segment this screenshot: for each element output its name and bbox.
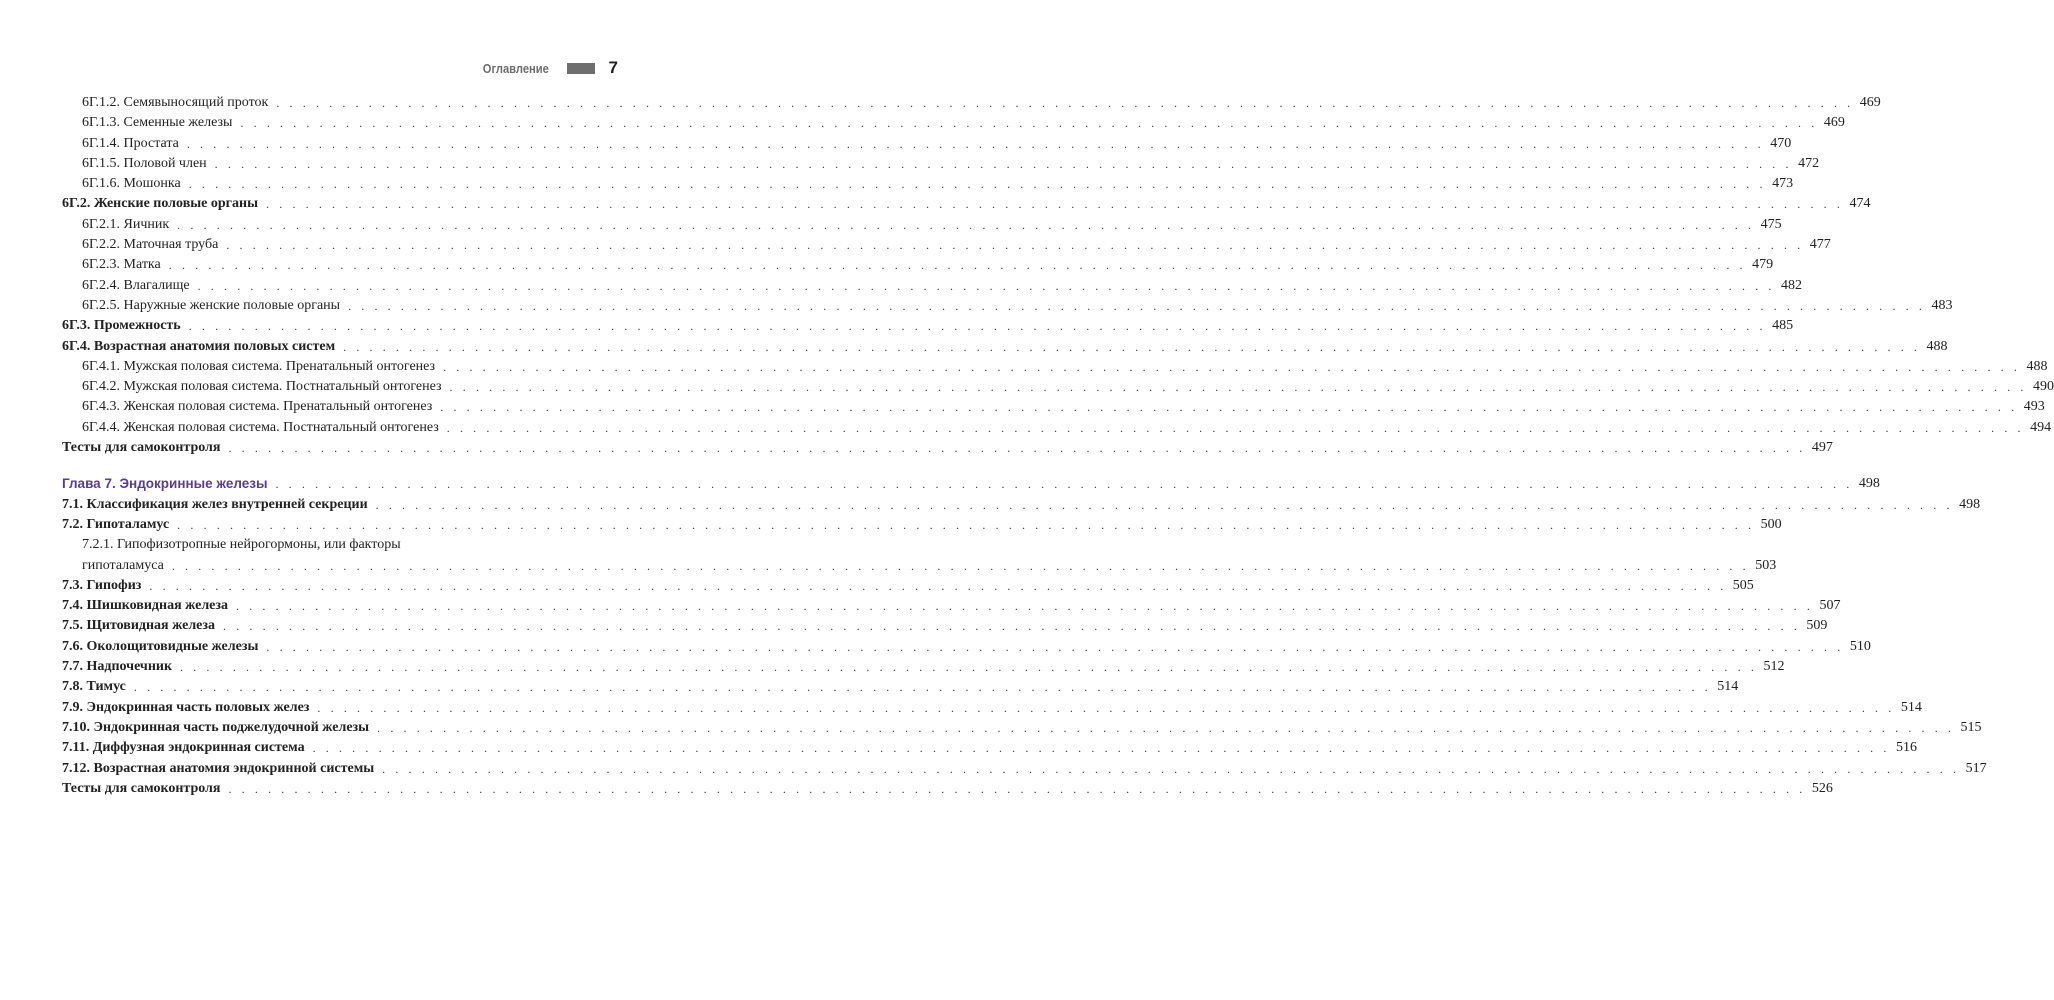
- dot-leader: . . . . . . . . . . . . . . . . . . . . . . . . . . . . . . . . . . . . . . . . . . . . . . . . . . . . . . . . . . . . . . . . . . . . . . . . . . . . . . . . . . . . . . . . . . . . . . . . . . . . . . . . . . . . . . . . . . . . . . . .: [171, 558, 1750, 573]
- entry-page: 490: [2032, 379, 2054, 395]
- toc-entry: [62, 93, 1881, 113]
- dot-leader: . . . . . . . . . . . . . . . . . . . . . . . . . . . . . . . . . . . . . . . . . . . . . . . . . . . . . . . . . . . . . . . . . . . . . . . . . . . . . . . . . . . . . . . . . . . . . . . . . . . . . . . . . . . . . . . . . . . . . . . .: [236, 599, 1814, 614]
- toc-entry: [62, 759, 1987, 779]
- dot-leader: . . . . . . . . . . . . . . . . . . . . . . . . . . . . . . . . . . . . . . . . . . . . . . . . . . . . . . . . . . . . . . . . . . . . . . . . . . . . . . . . . . . . . . . . . . . . . . . . . . . . . . . . . . . . . . . . . . . . . . . .: [228, 781, 1806, 796]
- entry-title: 7.9. Эндокринная часть половых желез: [62, 699, 310, 715]
- dot-leader: . . . . . . . . . . . . . . . . . . . . . . . . . . . . . . . . . . . . . . . . . . . . . . . . . . . . . . . . . . . . . . . . . . . . . . . . . . . . . . . . . . . . . . . . . . . . . . . . . . . . . . . . . . . . . . . . . . . . . . . .: [440, 400, 2018, 415]
- toc-entry: [62, 134, 1792, 154]
- entry-page: 505: [1732, 577, 1754, 593]
- entry-title: 6Г.4.2. Мужская половая система. Постнатальный онтогенез: [82, 379, 442, 395]
- toc-entry: [62, 377, 2054, 397]
- dot-leader: . . . . . . . . . . . . . . . . . . . . . . . . . . . . . . . . . . . . . . . . . . . . . . . . . . . . . . . . . . . . . . . . . . . . . . . . . . . . . . . . . . . . . . . . . . . . . . . . . . . . . . . . . . . . . . . . . . . . . . . .: [446, 420, 2025, 435]
- dot-leader: . . . . . . . . . . . . . . . . . . . . . . . . . . . . . . . . . . . . . . . . . . . . . . . . . . . . . . . . . . . . . . . . . . . . . . . . . . . . . . . . . . . . . . . . . . . . . . . . . . . . . . . . . . . . . . . . . . . . . . . .: [133, 680, 1712, 695]
- dot-leader: . . . . . . . . . . . . . . . . . . . . . . . . . . . . . . . . . . . . . . . . . . . . . . . . . . . . . . . . . . . . . . . . . . . . . . . . . . . . . . . . . . . . . . . . . . . . . . . . . . . . . . . . . . . . . . . . . . . . . . . .: [377, 720, 1955, 735]
- dot-leader: . . . . . . . . . . . . . . . . . . . . . . . . . . . . . . . . . . . . . . . . . . . . . . . . . . . . . . . . . . . . . . . . . . . . . . . . . . . . . . . . . . . . . . . . . . . . . . . . . . . . . . . . . . . . . . . . . . . . . . . .: [177, 217, 1755, 232]
- entry-page: 503: [1755, 557, 1777, 573]
- dot-leader: . . . . . . . . . . . . . . . . . . . . . . . . . . . . . . . . . . . . . . . . . . . . . . . . . . . . . . . . . . . . . . . . . . . . . . . . . . . . . . . . . . . . . . . . . . . . . . . . . . . . . . . . . . . . . . . . . . . . . . . .: [223, 619, 1801, 634]
- entry-title: 6Г.2.4. Влагалище: [82, 277, 190, 293]
- toc-entry: [62, 718, 1982, 738]
- dot-leader: . . . . . . . . . . . . . . . . . . . . . . . . . . . . . . . . . . . . . . . . . . . . . . . . . . . . . . . . . . . . . . . . . . . . . . . . . . . . . . . . . . . . . . . . . . . . . . . . . . . . . . . . . . . . . . . . . . . . . . . .: [266, 639, 1844, 654]
- running-header: [472, 58, 618, 78]
- entry-page: 500: [1760, 516, 1782, 532]
- entry-title: 6Г.4.1. Мужская половая система. Пренатальный онтогенез: [82, 358, 436, 374]
- toc-entry: [62, 397, 2045, 417]
- toc-entry: [62, 337, 1948, 357]
- entry-title: 6Г.3. Промежность: [62, 318, 181, 334]
- entry-page: 488: [2026, 358, 2048, 374]
- entry-title: 7.6. Околощитовидные железы: [62, 638, 259, 654]
- entry-title: 6Г.1.2. Семявыносящий проток: [82, 95, 269, 110]
- entry-page: 514: [1717, 679, 1739, 695]
- dot-leader: . . . . . . . . . . . . . . . . . . . . . . . . . . . . . . . . . . . . . . . . . . . . . . . . . . . . . . . . . . . . . . . . . . . . . . . . . . . . . . . . . . . . . . . . . . . . . . . . . . . . . . . . . . . . . . . . . . . . . . . .: [348, 298, 1926, 313]
- entry-title-continued: гипоталамуса: [82, 557, 164, 573]
- entry-page: 507: [1819, 598, 1841, 614]
- entry-title: 6Г.1.5. Половой член: [82, 155, 207, 171]
- toc-entry: [62, 255, 1774, 275]
- entry-title: Тесты для самоконтроля: [62, 780, 221, 796]
- entry-page: 498: [1858, 476, 1880, 492]
- dot-leader: . . . . . . . . . . . . . . . . . . . . . . . . . . . . . . . . . . . . . . . . . . . . . . . . . . . . . . . . . . . . . . . . . . . . . . . . . . . . . . . . . . . . . . . . . . . . . . . . . . . . . . . . . . . . . . . . . . . . . . . .: [317, 700, 1895, 715]
- entry-page: 488: [1926, 338, 1948, 354]
- entry-page: 483: [1931, 297, 1953, 313]
- entry-title: 7.2. Гипоталамус: [62, 516, 170, 532]
- toc-entry: [62, 276, 1803, 296]
- dot-leader: . . . . . . . . . . . . . . . . . . . . . . . . . . . . . . . . . . . . . . . . . . . . . . . . . . . . . . . . . . . . . . . . . . . . . . . . . . . . . . . . . . . . . . . . . . . . . . . . . . . . . . . . . . . . . . . . . . . . . . . .: [228, 441, 1806, 456]
- section-title: Оглавление: [482, 60, 549, 76]
- entry-title: 7.8. Тимус: [62, 679, 126, 695]
- toc-entry: [62, 576, 1754, 596]
- dot-leader: . . . . . . . . . . . . . . . . . . . . . . . . . . . . . . . . . . . . . . . . . . . . . . . . . . . . . . . . . . . . . . . . . . . . . . . . . . . . . . . . . . . . . . . . . . . . . . . . . . . . . . . . . . . . . . . . . . . . . . . .: [312, 741, 1890, 756]
- dot-leader: . . . . . . . . . . . . . . . . . . . . . . . . . . . . . . . . . . . . . . . . . . . . . . . . . . . . . . . . . . . . . . . . . . . . . . . . . . . . . . . . . . . . . . . . . . . . . . . . . . . . . . . . . . . . . . . . . . . . . . . .: [226, 238, 1804, 253]
- entry-title: 6Г.1.4. Простата: [82, 135, 179, 151]
- entry-page: 516: [1895, 740, 1917, 756]
- entry-title: 6Г.2.1. Яичник: [82, 216, 170, 232]
- toc-entry: [62, 637, 1871, 657]
- toc-entry: [62, 596, 1841, 616]
- toc-entry: [62, 316, 1794, 336]
- entry-title: Глава 7. Эндокринные железы: [62, 476, 268, 492]
- entry-title: 7.3. Гипофиз: [62, 577, 142, 593]
- entry-title: 7.7. Надпочечник: [62, 659, 173, 675]
- entry-title: 7.4. Шишковидная железа: [62, 598, 229, 614]
- chapter-entry: [62, 474, 1880, 494]
- toc-entry: [62, 657, 1785, 677]
- entry-page: 526: [1811, 780, 1833, 796]
- dot-leader: . . . . . . . . . . . . . . . . . . . . . . . . . . . . . . . . . . . . . . . . . . . . . . . . . . . . . . . . . . . . . . . . . . . . . . . . . . . . . . . . . . . . . . . . . . . . . . . . . . . . . . . . . . . . . . . . . . . . . . . .: [180, 660, 1758, 675]
- entry-page: 469: [1859, 95, 1881, 110]
- dot-leader: . . . . . . . . . . . . . . . . . . . . . . . . . . . . . . . . . . . . . . . . . . . . . . . . . . . . . . . . . . . . . . . . . . . . . . . . . . . . . . . . . . . . . . . . . . . . . . . . . . . . . . . . . . . . . . . . . . . . . . . .: [382, 761, 1960, 776]
- toc-entry: [62, 677, 1739, 697]
- entry-title: 6Г.4.3. Женская половая система. Пренатальный онтогенез: [82, 399, 433, 415]
- entry-title: 6Г.2.3. Матка: [82, 257, 161, 273]
- entry-page: 479: [1752, 257, 1774, 273]
- dot-leader: . . . . . . . . . . . . . . . . . . . . . . . . . . . . . . . . . . . . . . . . . . . . . . . . . . . . . . . . . . . . . . . . . . . . . . . . . . . . . . . . . . . . . . . . . . . . . . . . . . . . . . . . . . . . . . . . . . . . . . . .: [276, 96, 1854, 110]
- toc-entry: [62, 174, 1794, 194]
- dot-leader: . . . . . . . . . . . . . . . . . . . . . . . . . . . . . . . . . . . . . . . . . . . . . . . . . . . . . . . . . . . . . . . . . . . . . . . . . . . . . . . . . . . . . . . . . . . . . . . . . . . . . . . . . . . . . . . . . . . . . . . .: [343, 339, 1921, 354]
- entry-page: 485: [1772, 318, 1794, 334]
- toc-entry: [62, 215, 1782, 235]
- dot-leader: . . . . . . . . . . . . . . . . . . . . . . . . . . . . . . . . . . . . . . . . . . . . . . . . . . . . . . . . . . . . . . . . . . . . . . . . . . . . . . . . . . . . . . . . . . . . . . . . . . . . . . . . . . . . . . . . . . . . . . . .: [214, 156, 1793, 171]
- toc-entry: [62, 515, 1782, 535]
- toc-entry: [62, 438, 1833, 458]
- entry-title: 6Г.2.5. Наружные женские половые органы: [82, 297, 341, 313]
- entry-page: 475: [1760, 216, 1782, 232]
- entry-page: 494: [2030, 419, 2052, 435]
- entry-title: 6Г.2. Женские половые органы: [62, 196, 259, 212]
- entry-page: 498: [1959, 496, 1981, 512]
- entry-page: 473: [1772, 176, 1794, 192]
- entry-page: 477: [1809, 237, 1831, 253]
- entry-title: Тесты для самоконтроля: [62, 440, 221, 456]
- toc-entry: [62, 535, 1777, 576]
- page-number: 7: [608, 58, 618, 77]
- dot-leader: . . . . . . . . . . . . . . . . . . . . . . . . . . . . . . . . . . . . . . . . . . . . . . . . . . . . . . . . . . . . . . . . . . . . . . . . . . . . . . . . . . . . . . . . . . . . . . . . . . . . . . . . . . . . . . . . . . . . . . . .: [443, 359, 2021, 374]
- dot-leader: . . . . . . . . . . . . . . . . . . . . . . . . . . . . . . . . . . . . . . . . . . . . . . . . . . . . . . . . . . . . . . . . . . . . . . . . . . . . . . . . . . . . . . . . . . . . . . . . . . . . . . . . . . . . . . . . . . . . . . . .: [275, 477, 1853, 492]
- entry-title: 7.2.1. Гипофизотропные нейрогормоны, или факторы: [82, 537, 401, 553]
- dot-leader: . . . . . . . . . . . . . . . . . . . . . . . . . . . . . . . . . . . . . . . . . . . . . . . . . . . . . . . . . . . . . . . . . . . . . . . . . . . . . . . . . . . . . . . . . . . . . . . . . . . . . . . . . . . . . . . . . . . . . . . .: [240, 116, 1818, 131]
- toc-entry: [62, 616, 1828, 636]
- toc-entry: [62, 235, 1831, 255]
- toc-entry: [62, 357, 2048, 377]
- entry-page: 510: [1849, 638, 1871, 654]
- entry-title: 6Г.4.4. Женская половая система. Постнатальный онтогенез: [82, 419, 439, 435]
- entry-title: 7.11. Диффузная эндокринная система: [62, 740, 305, 756]
- dot-leader: . . . . . . . . . . . . . . . . . . . . . . . . . . . . . . . . . . . . . . . . . . . . . . . . . . . . . . . . . . . . . . . . . . . . . . . . . . . . . . . . . . . . . . . . . . . . . . . . . . . . . . . . . . . . . . . . . . . . . . . .: [449, 380, 2027, 395]
- entry-title: 6Г.1.3. Семенные железы: [82, 115, 233, 131]
- toc-entry: [62, 296, 1953, 316]
- dot-leader: . . . . . . . . . . . . . . . . . . . . . . . . . . . . . . . . . . . . . . . . . . . . . . . . . . . . . . . . . . . . . . . . . . . . . . . . . . . . . . . . . . . . . . . . . . . . . . . . . . . . . . . . . . . . . . . . . . . . . . . .: [188, 319, 1767, 334]
- toc-entry: [62, 194, 1871, 214]
- entry-page: 514: [1900, 699, 1922, 715]
- dot-leader: . . . . . . . . . . . . . . . . . . . . . . . . . . . . . . . . . . . . . . . . . . . . . . . . . . . . . . . . . . . . . . . . . . . . . . . . . . . . . . . . . . . . . . . . . . . . . . . . . . . . . . . . . . . . . . . . . . . . . . . .: [168, 258, 1747, 273]
- entry-page: 509: [1806, 618, 1828, 634]
- toc-entry: [62, 738, 1917, 758]
- entry-title: 6Г.2.2. Маточная труба: [82, 237, 219, 253]
- toc-entry: [62, 779, 1833, 799]
- entry-title: 7.1. Классификация желез внутренней секреции: [62, 496, 368, 512]
- header-bar-decoration: [567, 63, 595, 74]
- toc-entry: [62, 495, 1981, 515]
- entry-page: 517: [1965, 760, 1987, 776]
- entry-page: 482: [1781, 277, 1803, 293]
- entry-page: 515: [1960, 719, 1982, 735]
- dot-leader: . . . . . . . . . . . . . . . . . . . . . . . . . . . . . . . . . . . . . . . . . . . . . . . . . . . . . . . . . . . . . . . . . . . . . . . . . . . . . . . . . . . . . . . . . . . . . . . . . . . . . . . . . . . . . . . . . . . . . . . .: [177, 517, 1755, 532]
- entry-page: 469: [1823, 115, 1845, 131]
- entry-page: 470: [1770, 135, 1792, 151]
- entry-title: 6Г.4. Возрастная анатомия половых систем: [62, 338, 336, 354]
- toc-entry: [62, 154, 1820, 174]
- toc-entry: [62, 418, 2052, 438]
- dot-leader: . . . . . . . . . . . . . . . . . . . . . . . . . . . . . . . . . . . . . . . . . . . . . . . . . . . . . . . . . . . . . . . . . . . . . . . . . . . . . . . . . . . . . . . . . . . . . . . . . . . . . . . . . . . . . . . . . . . . . . . .: [266, 197, 1844, 212]
- entry-page: 472: [1798, 155, 1820, 171]
- entry-page: 493: [2023, 399, 2045, 415]
- dot-leader: . . . . . . . . . . . . . . . . . . . . . . . . . . . . . . . . . . . . . . . . . . . . . . . . . . . . . . . . . . . . . . . . . . . . . . . . . . . . . . . . . . . . . . . . . . . . . . . . . . . . . . . . . . . . . . . . . . . . . . . .: [188, 177, 1767, 192]
- entry-page: 474: [1849, 196, 1871, 212]
- dot-leader: . . . . . . . . . . . . . . . . . . . . . . . . . . . . . . . . . . . . . . . . . . . . . . . . . . . . . . . . . . . . . . . . . . . . . . . . . . . . . . . . . . . . . . . . . . . . . . . . . . . . . . . . . . . . . . . . . . . . . . . .: [375, 497, 1954, 512]
- entry-title: 7.10. Эндокринная часть поджелудочной железы: [62, 719, 370, 735]
- entry-title: 6Г.1.6. Мошонка: [82, 176, 181, 192]
- entry-page: 497: [1811, 440, 1833, 456]
- table-of-contents: [62, 93, 2054, 799]
- entry-title: 7.5. Щитовидная железа: [62, 618, 216, 634]
- toc-entry: [62, 113, 1845, 133]
- dot-leader: . . . . . . . . . . . . . . . . . . . . . . . . . . . . . . . . . . . . . . . . . . . . . . . . . . . . . . . . . . . . . . . . . . . . . . . . . . . . . . . . . . . . . . . . . . . . . . . . . . . . . . . . . . . . . . . . . . . . . . . .: [197, 278, 1776, 293]
- dot-leader: . . . . . . . . . . . . . . . . . . . . . . . . . . . . . . . . . . . . . . . . . . . . . . . . . . . . . . . . . . . . . . . . . . . . . . . . . . . . . . . . . . . . . . . . . . . . . . . . . . . . . . . . . . . . . . . . . . . . . . . .: [186, 136, 1765, 151]
- entry-page: 512: [1763, 659, 1785, 675]
- toc-entry: [62, 698, 1922, 718]
- entry-title: 7.12. Возрастная анатомия эндокринной системы: [62, 760, 375, 776]
- dot-leader: . . . . . . . . . . . . . . . . . . . . . . . . . . . . . . . . . . . . . . . . . . . . . . . . . . . . . . . . . . . . . . . . . . . . . . . . . . . . . . . . . . . . . . . . . . . . . . . . . . . . . . . . . . . . . . . . . . . . . . . .: [149, 578, 1727, 593]
